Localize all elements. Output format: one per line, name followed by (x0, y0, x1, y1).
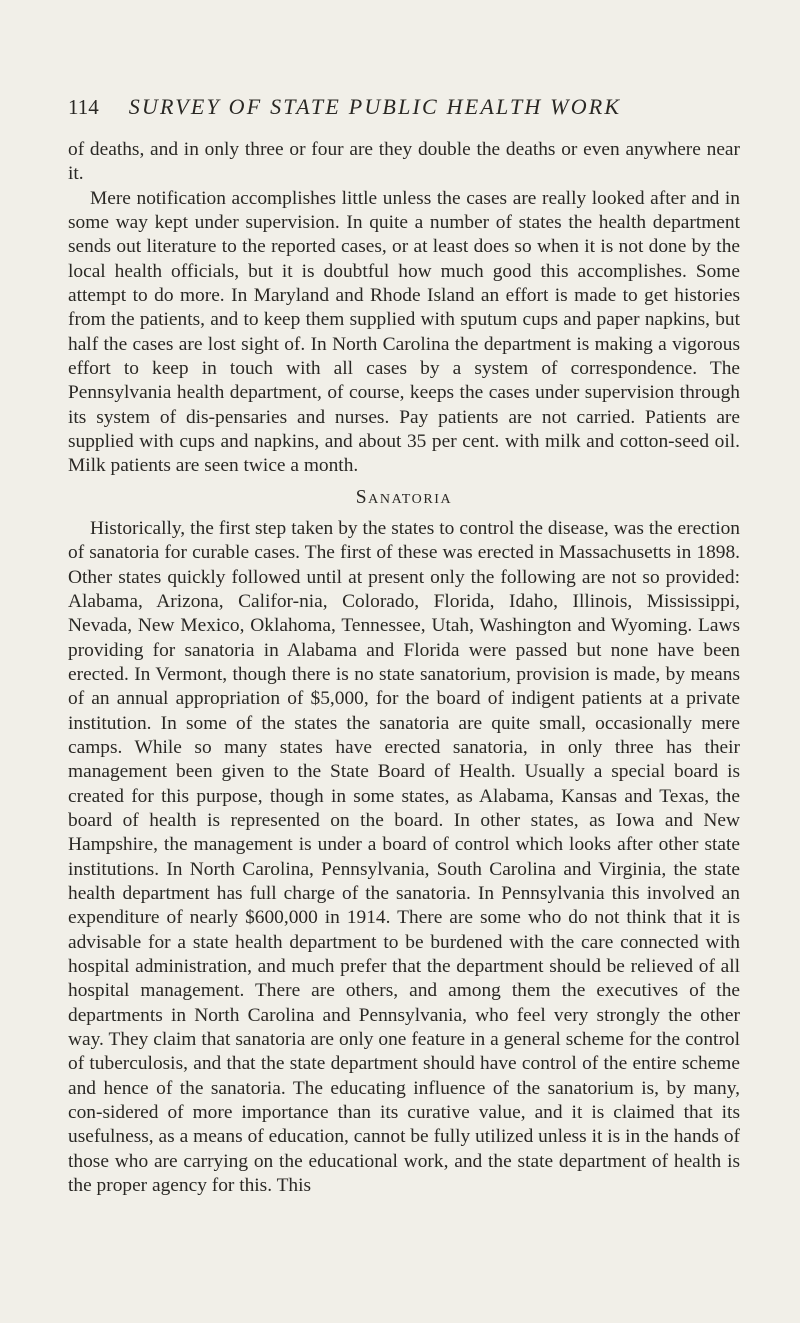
page-number: 114 (68, 95, 99, 119)
running-title: SURVEY OF STATE PUBLIC HEALTH WORK (128, 94, 622, 119)
body-text (68, 138, 740, 1198)
paragraph-sanatoria: Historically, the first step taken by the states to control the disease, was the erection of sanatoria for curable cases. The first of these was erected in Massachusetts in 1898. Other states quickly followed until at present only the following are not so provided: Alabama, Arizona, Califor-nia, Colorado, Florida, Idaho, Illinois, Mississippi, Nevada, New Mexico, Oklahoma, Tennessee, Utah, Washington and Wyoming. Laws providing for sanatoria in Alabama and Florida were passed but none have been erected. In Vermont, though there is no state sanatorium, provision is made, by means of an annual appropriation of $5,000, for the board of indigent patients at a private institution. In some of the states the sanatoria are quite small, occasionally mere camps. While so many states have erected sanatoria, in only three has their management been given to the State Board of Health. Usually a special board is created for this purpose, though in some states, as Alabama, Kansas and Texas, the board of health is represented on the board. In other states, as Iowa and New Hampshire, the management is under a board of control which looks after other state institutions. In North Carolina, Pennsylvania, South Carolina and Virginia, the state health department has full charge of the sanatoria. In Pennsylvania this involved an expenditure of nearly $600,000 in 1914. There are some who do not think that it is advisable for a state health department to be burdened with the care connected with hospital administration, and much prefer that the department should be relieved of all hospital management. There are others, and among them the executives of the departments in North Carolina and Pennsylvania, who feel very strongly the other way. They claim that sanatoria are only one feature in a general scheme for the control of tuberculosis, and that the state department should have control of the entire scheme and hence of the sanatoria. The educating influence of the sanatorium is, by many, con-sidered of more importance than its curative value, and it is claimed that its usefulness, as a means of education, cannot be fully utilized unless it is in the hands of those who are carrying on the educational work, and the state department of health is the proper agency for this. This (68, 517, 740, 1197)
running-header (68, 94, 760, 120)
paragraph-notification: Mere notification accomplishes little unless the cases are really looked after and in some way kept under supervision. In quite a number of states the health department sends out literature to the reported cases, or at least does so when it is not done by the local health officials, but it is doubtful how much good this accomplishes. Some attempt to do more. In Maryland and Rhode Island an effort is made to get histories from the patients, and to keep them supplied with sputum cups and paper napkins, but half the cases are lost sight of. In North Carolina the department is making a vigorous effort to keep in touch with all cases by a system of correspondence. The Pennsylvania health department, of course, keeps the cases under supervision through its system of dis-pensaries and nurses. Pay patients are not carried. Patients are supplied with cups and napkins, and about 35 per cent. with milk and cotton-seed oil. Milk patients are seen twice a month. (68, 187, 740, 477)
section-heading-sanatoria: Sanatoria (355, 486, 453, 508)
paragraph-continuation: of deaths, and in only three or four are they double the deaths or even anywhere near it. (68, 139, 740, 185)
